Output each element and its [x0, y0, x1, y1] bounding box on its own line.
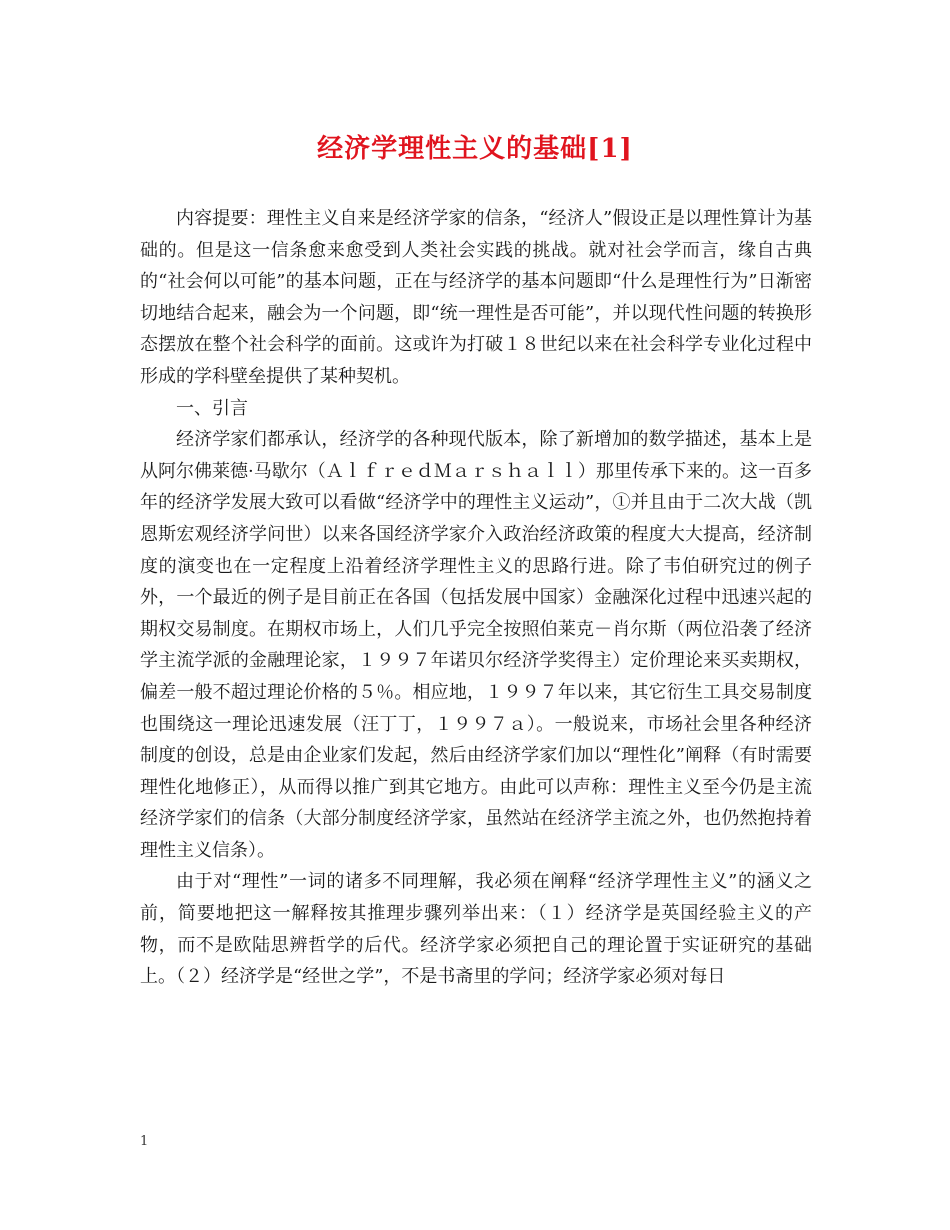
section-heading-introduction: 一、引言	[176, 397, 248, 419]
paragraph-intro-1: 经济学家们都承认，经济学的各种现代版本，除了新增加的数学描述，基本上是从阿尔佛莱德·马歇尔（ＡｌｆｒｅｄＭａｒｓｈａｌｌ）那里传承下来的。这一百多年的经济学发展大致可以看做“经济学中的理性主义运动”，①并且由于二次大战（凯恩斯宏观经济学问世）以来各国经济学家介入政治经济政策的程度大大提高，经济制度的演变也在一定程度上沿着经济学理性主义的思路行进。除了韦伯研究过的例子外，一个最近的例子是目前正在各国（包括发展中国家）金融深化过程中迅速兴起的期权交易制度。在期权市场上，人们几乎完全按照伯莱克－肖尔斯（两位沿袭了经济学主流学派的金融理论家，１９９７年诺贝尔经济学奖得主）定价理论来买卖期权，偏差一般不超过理论价格的５％。相应地，１９９７年以来，其它衍生工具交易制度也围绕这一理论迅速发展（汪丁丁，１９９７ａ）。一般说来，市场社会里各种经济制度的创设，总是由企业家们发起，然后由经济学家们加以“理性化”阐释（有时需要理性化地修正），从而得以推广到其它地方。由此可以声称：理性主义至今仍是主流经济学家们的信条（大部分制度经济学家，虽然站在经济学主流之外，也仍然抱持着理性主义信条）。	[140, 429, 812, 861]
page-number: 1	[140, 1134, 149, 1149]
document-body	[140, 203, 812, 993]
paragraph-intro-2: 由于对“理性”一词的诸多不同理解，我必须在阐释“经济学理性主义”的涵义之前，简要地把这一解释按其推理步骤列举出来：（１）经济学是英国经验主义的产物，而不是欧陆思辨哲学的后代。经济学家必须把自己的理论置于实证研究的基础上。（２）经济学是“经世之学”，不是书斋里的学问；经济学家必须对每日	[140, 871, 812, 988]
document-title: 经济学理性主义的基础[1]	[317, 134, 633, 164]
paragraph-abstract: 内容提要：理性主义自来是经济学家的信条，“经济人”假设正是以理性算计为基础的。但是这一信条愈来愈受到人类社会实践的挑战。就对社会学而言，缘自古典的“社会何以可能”的基本问题，正在与经济学的基本问题即“什么是理性行为”日渐密切地结合起来，融会为一个问题，即“统一理性是否可能”，并以现代性问题的转换形态摆放在整个社会科学的面前。这或许为打破１８世纪以来在社会科学专业化过程中形成的学科壁垒提供了某种契机。	[140, 208, 812, 387]
